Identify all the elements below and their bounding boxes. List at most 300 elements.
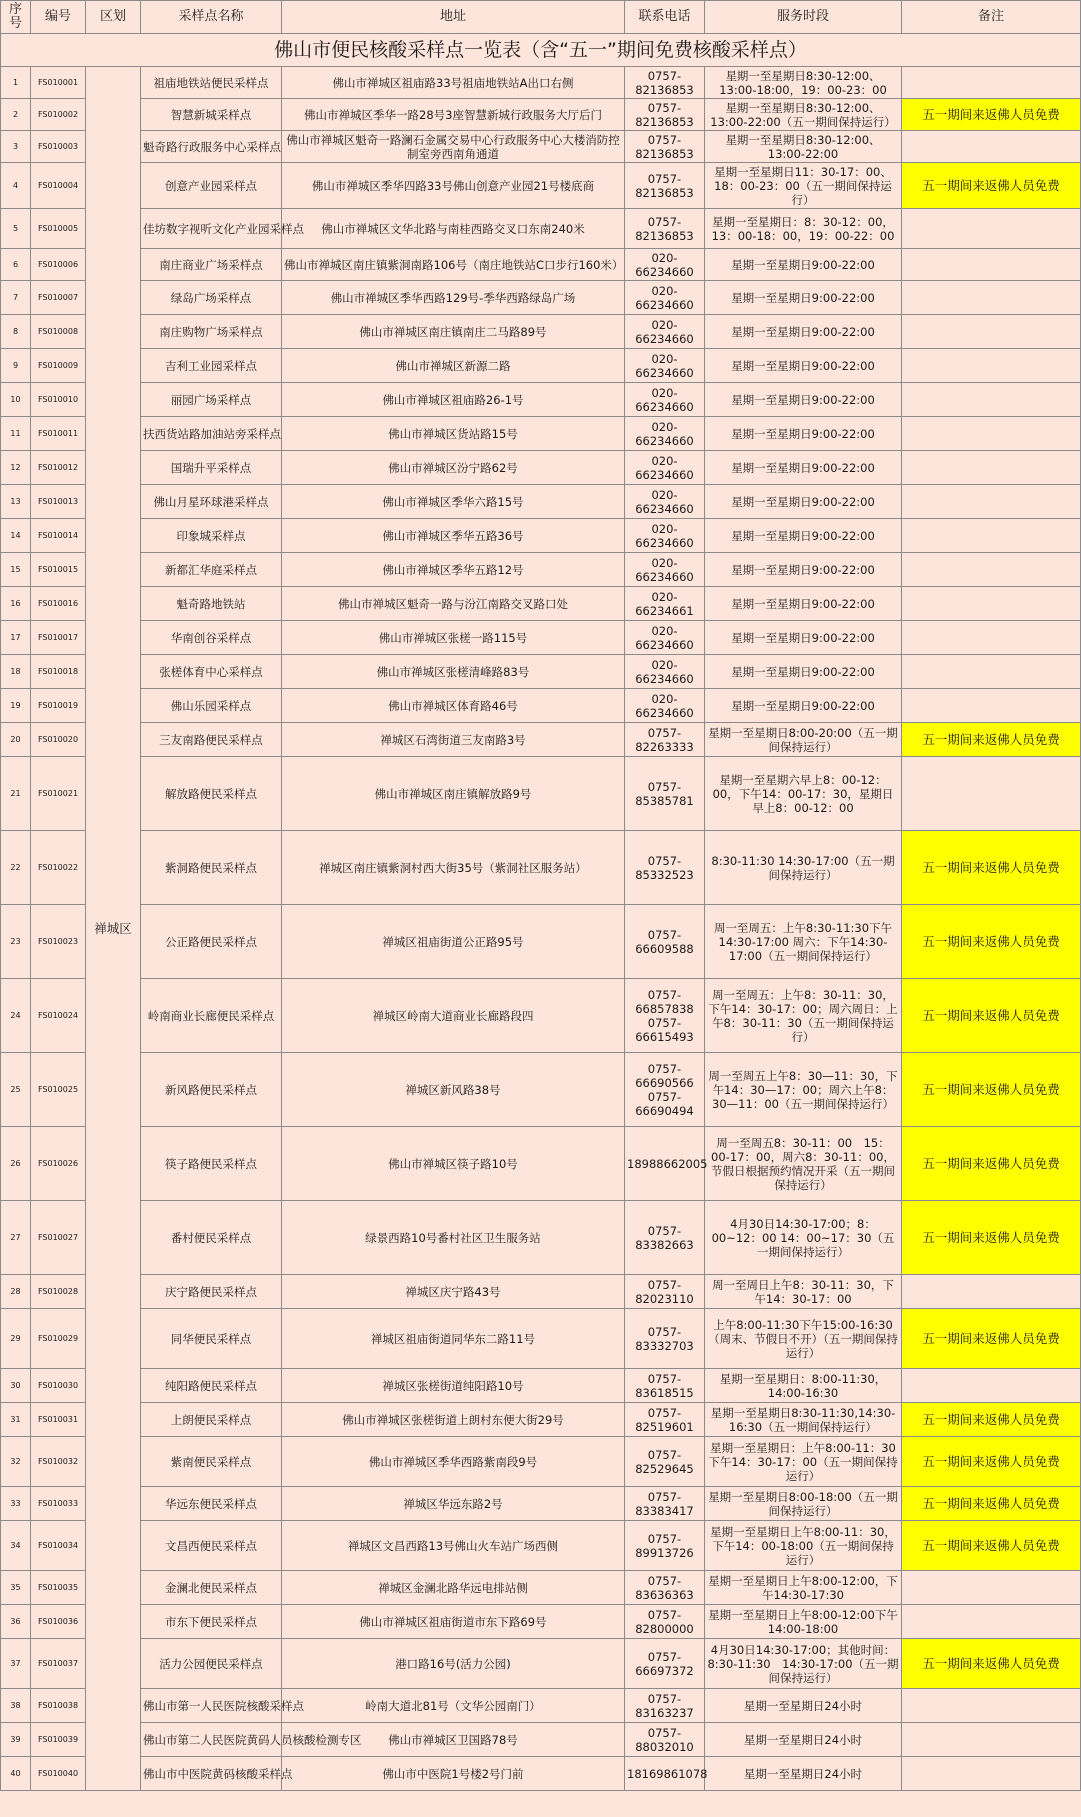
cell-code: FS010011	[31, 417, 86, 451]
table-row	[1, 621, 1081, 655]
cell-hours: 星期一至星期日9:00-22:00	[705, 485, 902, 519]
cell-address: 佛山市禅城区魁奇一路澜石金属交易中心行政服务中心大楼消防控制室旁西南角通道	[282, 131, 625, 163]
cell-seq: 25	[1, 1053, 31, 1127]
cell-seq: 11	[1, 417, 31, 451]
cell-hours: 星期一至星期日上午8:00-11：30，下午14：00-18:00（五一期间保持运行）	[705, 1521, 902, 1571]
cell-phone: 020-66234660	[625, 519, 705, 553]
cell-note	[902, 519, 1081, 553]
cell-address: 禅城区祖庙街道同华东二路11号	[282, 1309, 625, 1369]
table-row	[1, 1639, 1081, 1689]
cell-note: 五一期间来返佛人员免费	[902, 1521, 1081, 1571]
cell-phone: 0757-66857838 0757-66615493	[625, 979, 705, 1053]
table-row	[1, 131, 1081, 163]
header-phone: 联系电话	[625, 1, 705, 34]
cell-hours: 上午8:00-11:30下午15:00-16:30（周末、节假日不开）（五一期间保持运行）	[705, 1309, 902, 1369]
cell-address: 佛山市禅城区张槎一路115号	[282, 621, 625, 655]
cell-site-name: 公正路便民采样点	[141, 905, 282, 979]
table-row	[1, 67, 1081, 99]
table-row	[1, 315, 1081, 349]
cell-site-name: 庆宁路便民采样点	[141, 1275, 282, 1309]
table-row	[1, 905, 1081, 979]
cell-address: 佛山市禅城区筷子路10号	[282, 1127, 625, 1201]
cell-address: 佛山市禅城区季华五路36号	[282, 519, 625, 553]
cell-site-name: 同华便民采样点	[141, 1309, 282, 1369]
table-row	[1, 209, 1081, 249]
cell-phone: 0757-83382663	[625, 1201, 705, 1275]
cell-site-name: 文昌西便民采样点	[141, 1521, 282, 1571]
cell-address: 佛山市禅城区季华六路15号	[282, 485, 625, 519]
cell-seq: 34	[1, 1521, 31, 1571]
cell-note: 五一期间来返佛人员免费	[902, 723, 1081, 757]
cell-note	[902, 1757, 1081, 1791]
table-row	[1, 1437, 1081, 1487]
cell-note	[902, 281, 1081, 315]
cell-seq: 15	[1, 553, 31, 587]
table-row	[1, 383, 1081, 417]
cell-code: FS010010	[31, 383, 86, 417]
cell-address: 岭南大道北81号（文华公园南门）	[282, 1689, 625, 1723]
cell-seq: 19	[1, 689, 31, 723]
cell-code: FS010029	[31, 1309, 86, 1369]
cell-note: 五一期间来返佛人员免费	[902, 163, 1081, 209]
cell-phone: 0757-82136853	[625, 163, 705, 209]
cell-address: 禅城区金澜北路华远电排站侧	[282, 1571, 625, 1605]
cell-hours: 星期一至星期日9:00-22:00	[705, 249, 902, 281]
cell-site-name: 金澜北便民采样点	[141, 1571, 282, 1605]
cell-note: 五一期间来返佛人员免费	[902, 1487, 1081, 1521]
cell-seq: 22	[1, 831, 31, 905]
cell-address: 禅城区祖庙街道公正路95号	[282, 905, 625, 979]
table-row	[1, 757, 1081, 831]
cell-hours: 星期一至星期日9:00-22:00	[705, 621, 902, 655]
header-row	[1, 1, 1081, 34]
cell-hours: 星期一至星期日24小时	[705, 1689, 902, 1723]
cell-hours: 星期一至星期日：8:00-11:30，14:00-16:30	[705, 1369, 902, 1403]
cell-address: 港口路16号(活力公园)	[282, 1639, 625, 1689]
cell-code: FS010035	[31, 1571, 86, 1605]
cell-address: 佛山市禅城区货站路15号	[282, 417, 625, 451]
cell-site-name: 纯阳路便民采样点	[141, 1369, 282, 1403]
cell-phone: 0757-82263333	[625, 723, 705, 757]
cell-seq: 30	[1, 1369, 31, 1403]
cell-address: 佛山市禅城区文华北路与南桂西路交叉口东南240米	[282, 209, 625, 249]
cell-address: 禅城区石湾街道三友南路3号	[282, 723, 625, 757]
cell-phone: 0757-83163237	[625, 1689, 705, 1723]
cell-code: FS010025	[31, 1053, 86, 1127]
cell-seq: 5	[1, 209, 31, 249]
cell-address: 禅城区张槎街道纯阳路10号	[282, 1369, 625, 1403]
cell-site-name: 绿岛广场采样点	[141, 281, 282, 315]
cell-hours: 星期一至星期六早上8：00-12：00，下午14：00-17：30，星期日早上8：00-12：00	[705, 757, 902, 831]
cell-address: 佛山市禅城区张槎清峰路83号	[282, 655, 625, 689]
cell-phone: 0757-82023110	[625, 1275, 705, 1309]
table-row	[1, 1487, 1081, 1521]
cell-code: FS010036	[31, 1605, 86, 1639]
cell-seq: 9	[1, 349, 31, 383]
cell-site-name: 番村便民采样点	[141, 1201, 282, 1275]
cell-note: 五一期间来返佛人员免费	[902, 1053, 1081, 1127]
cell-address: 禅城区文昌西路13号佛山火车站广场西侧	[282, 1521, 625, 1571]
cell-seq: 29	[1, 1309, 31, 1369]
cell-note	[902, 67, 1081, 99]
table-row	[1, 553, 1081, 587]
cell-phone: 020-66234660	[625, 249, 705, 281]
cell-site-name: 筷子路便民采样点	[141, 1127, 282, 1201]
cell-phone: 0757-88032010	[625, 1723, 705, 1757]
cell-note	[902, 349, 1081, 383]
table-row	[1, 1369, 1081, 1403]
cell-code: FS010039	[31, 1723, 86, 1757]
cell-code: FS010026	[31, 1127, 86, 1201]
cell-hours: 星期一至星期日24小时	[705, 1757, 902, 1791]
cell-seq: 16	[1, 587, 31, 621]
cell-note	[902, 417, 1081, 451]
cell-address: 佛山市禅城区祖庙路26-1号	[282, 383, 625, 417]
cell-phone: 020-66234660	[625, 281, 705, 315]
cell-phone: 020-66234660	[625, 553, 705, 587]
cell-hours: 星期一至星期日9:00-22:00	[705, 315, 902, 349]
cell-seq: 40	[1, 1757, 31, 1791]
table-row	[1, 281, 1081, 315]
cell-note	[902, 315, 1081, 349]
cell-site-name: 岭南商业长廊便民采样点	[141, 979, 282, 1053]
cell-note: 五一期间来返佛人员免费	[902, 1403, 1081, 1437]
cell-district: 禅城区	[86, 67, 141, 1791]
cell-note	[902, 621, 1081, 655]
cell-phone: 0757-83618515	[625, 1369, 705, 1403]
cell-code: FS010014	[31, 519, 86, 553]
cell-phone: 020-66234660	[625, 689, 705, 723]
cell-seq: 38	[1, 1689, 31, 1723]
table-row	[1, 1201, 1081, 1275]
cell-phone: 0757-83636363	[625, 1571, 705, 1605]
cell-code: FS010008	[31, 315, 86, 349]
cell-seq: 39	[1, 1723, 31, 1757]
cell-code: FS010016	[31, 587, 86, 621]
table-row	[1, 1403, 1081, 1437]
cell-address: 佛山市禅城区南庄镇南庄二马路89号	[282, 315, 625, 349]
cell-hours: 周一至周日上午8：30-11：30，下午14：30-17：00	[705, 1275, 902, 1309]
cell-code: FS010020	[31, 723, 86, 757]
table-row	[1, 163, 1081, 209]
cell-address: 佛山市禅城区体育路46号	[282, 689, 625, 723]
cell-seq: 6	[1, 249, 31, 281]
cell-phone: 020-66234660	[625, 621, 705, 655]
cell-hours: 星期一至星期日9:00-22:00	[705, 689, 902, 723]
cell-hours: 星期一至星期日9:00-22:00	[705, 417, 902, 451]
table-row	[1, 587, 1081, 621]
cell-address: 佛山市禅城区季华四路33号佛山创意产业园21号楼底商	[282, 163, 625, 209]
cell-phone: 0757-66697372	[625, 1639, 705, 1689]
cell-address: 佛山市禅城区新源二路	[282, 349, 625, 383]
cell-seq: 4	[1, 163, 31, 209]
table-row	[1, 979, 1081, 1053]
cell-site-name: 吉利工业园采样点	[141, 349, 282, 383]
cell-site-name: 佛山市中医院黄码核酸采样点	[141, 1757, 282, 1791]
cell-seq: 18	[1, 655, 31, 689]
cell-address: 佛山市禅城区卫国路78号	[282, 1723, 625, 1757]
cell-code: FS010007	[31, 281, 86, 315]
table-row	[1, 1757, 1081, 1791]
cell-hours: 星期一至星期日11：30-17：00、18：00-23：00（五一期间保持运行）	[705, 163, 902, 209]
cell-seq: 20	[1, 723, 31, 757]
table-row	[1, 519, 1081, 553]
cell-hours: 星期一至星期日：8：30-12：00，13：00-18：00，19：00-22：00	[705, 209, 902, 249]
cell-hours: 4月30日14:30-17:00；其他时间：8:30-11:30 14:30-17:00（五一期间保持运行）	[705, 1639, 902, 1689]
cell-seq: 12	[1, 451, 31, 485]
cell-code: FS010024	[31, 979, 86, 1053]
cell-code: FS010005	[31, 209, 86, 249]
cell-seq: 23	[1, 905, 31, 979]
cell-hours: 周一至周五上午8：30—11：30，下午14：30—17：00；周六上午8：30—11：00（五一期间保持运行）	[705, 1053, 902, 1127]
cell-address: 佛山市禅城区魁奇一路与汾江南路交叉路口处	[282, 587, 625, 621]
cell-phone: 020-66234660	[625, 655, 705, 689]
cell-site-name: 华远东便民采样点	[141, 1487, 282, 1521]
cell-address: 佛山市禅城区季华一路28号3座智慧新城行政服务大厅后门	[282, 99, 625, 131]
cell-note	[902, 131, 1081, 163]
cell-code: FS010023	[31, 905, 86, 979]
cell-seq: 35	[1, 1571, 31, 1605]
table-row	[1, 1053, 1081, 1127]
cell-hours: 星期一至星期日24小时	[705, 1723, 902, 1757]
cell-phone: 0757-82800000	[625, 1605, 705, 1639]
cell-address: 佛山市禅城区南庄镇解放路9号	[282, 757, 625, 831]
cell-seq: 2	[1, 99, 31, 131]
cell-site-name: 扶西货站路加油站旁采样点	[141, 417, 282, 451]
cell-phone: 0757-66609588	[625, 905, 705, 979]
cell-address: 禅城区华远东路2号	[282, 1487, 625, 1521]
cell-code: FS010031	[31, 1403, 86, 1437]
cell-hours: 周一至周五8：30-11：00 15：00-17：00，周六8：30-11：00，节假日根据预约情况开采（五一期间保持运行）	[705, 1127, 902, 1201]
table-row	[1, 1127, 1081, 1201]
cell-site-name: 活力公园便民采样点	[141, 1639, 282, 1689]
cell-hours: 星期一至星期日8:00-20:00（五一期间保持运行）	[705, 723, 902, 757]
cell-hours: 星期一至星期日9:00-22:00	[705, 451, 902, 485]
cell-code: FS010019	[31, 689, 86, 723]
cell-code: FS010030	[31, 1369, 86, 1403]
cell-site-name: 三友南路便民采样点	[141, 723, 282, 757]
cell-code: FS010021	[31, 757, 86, 831]
cell-phone: 020-66234660	[625, 315, 705, 349]
cell-site-name: 南庄商业广场采样点	[141, 249, 282, 281]
cell-address: 禅城区南庄镇紫洞村西大街35号（紫洞社区服务站）	[282, 831, 625, 905]
cell-seq: 31	[1, 1403, 31, 1437]
cell-note	[902, 1369, 1081, 1403]
cell-phone: 0757-83383417	[625, 1487, 705, 1521]
cell-site-name: 紫洞路便民采样点	[141, 831, 282, 905]
cell-code: FS010032	[31, 1437, 86, 1487]
cell-note	[902, 757, 1081, 831]
cell-hours: 星期一至星期日：上午8:00-11：30下午14：30-17：00（五一期间保持运行）	[705, 1437, 902, 1487]
cell-code: FS010040	[31, 1757, 86, 1791]
cell-code: FS010015	[31, 553, 86, 587]
header-code: 编号	[31, 1, 86, 34]
cell-note	[902, 655, 1081, 689]
header-note: 备注	[902, 1, 1081, 34]
cell-site-name: 创意产业园采样点	[141, 163, 282, 209]
cell-note: 五一期间来返佛人员免费	[902, 979, 1081, 1053]
cell-site-name: 国瑞升平采样点	[141, 451, 282, 485]
cell-site-name: 上朗便民采样点	[141, 1403, 282, 1437]
cell-site-name: 魁奇路地铁站	[141, 587, 282, 621]
cell-hours: 星期一至星期日9:00-22:00	[705, 587, 902, 621]
cell-address: 佛山市禅城区季华西路紫南段9号	[282, 1437, 625, 1487]
cell-site-name: 张槎体育中心采样点	[141, 655, 282, 689]
cell-hours: 星期一至星期日8:30-12:00、13:00-22:00	[705, 131, 902, 163]
cell-seq: 21	[1, 757, 31, 831]
cell-phone: 0757-85332523	[625, 831, 705, 905]
cell-phone: 0757-82136853	[625, 99, 705, 131]
cell-hours: 星期一至星期日9:00-22:00	[705, 383, 902, 417]
table-row	[1, 349, 1081, 383]
cell-code: FS010037	[31, 1639, 86, 1689]
cell-hours: 星期一至星期日9:00-22:00	[705, 519, 902, 553]
header-name: 采样点名称	[141, 1, 282, 34]
cell-site-name: 佛山月星环球港采样点	[141, 485, 282, 519]
cell-site-name: 印象城采样点	[141, 519, 282, 553]
cell-site-name: 佛山市第一人民医院核酸采样点	[141, 1689, 282, 1723]
cell-note: 五一期间来返佛人员免费	[902, 1309, 1081, 1369]
cell-phone: 0757-82519601	[625, 1403, 705, 1437]
cell-site-name: 智慧新城采样点	[141, 99, 282, 131]
cell-note: 五一期间来返佛人员免费	[902, 1201, 1081, 1275]
cell-address: 佛山市禅城区祖庙路33号祖庙地铁站A出口右侧	[282, 67, 625, 99]
cell-hours: 星期一至星期日上午8:00-12:00，下午14:30-17:30	[705, 1571, 902, 1605]
cell-phone: 0757-82529645	[625, 1437, 705, 1487]
cell-phone: 020-66234660	[625, 451, 705, 485]
cell-address: 佛山市中医院1号楼2号门前	[282, 1757, 625, 1791]
table-row	[1, 1689, 1081, 1723]
cell-seq: 17	[1, 621, 31, 655]
cell-code: FS010012	[31, 451, 86, 485]
cell-seq: 32	[1, 1437, 31, 1487]
cell-note	[902, 485, 1081, 519]
cell-hours: 星期一至星期日9:00-22:00	[705, 281, 902, 315]
table-row	[1, 723, 1081, 757]
table-row	[1, 1605, 1081, 1639]
cell-address: 绿景西路10号番村社区卫生服务站	[282, 1201, 625, 1275]
cell-seq: 27	[1, 1201, 31, 1275]
cell-hours: 星期一至星期日9:00-22:00	[705, 349, 902, 383]
cell-hours: 星期一至星期日9:00-22:00	[705, 553, 902, 587]
cell-seq: 1	[1, 67, 31, 99]
table-row	[1, 689, 1081, 723]
cell-code: FS010006	[31, 249, 86, 281]
cell-address: 佛山市禅城区季华五路12号	[282, 553, 625, 587]
cell-note: 五一期间来返佛人员免费	[902, 1127, 1081, 1201]
cell-note	[902, 689, 1081, 723]
cell-note	[902, 587, 1081, 621]
cell-site-name: 新都汇华庭采样点	[141, 553, 282, 587]
table-row	[1, 99, 1081, 131]
cell-address: 佛山市禅城区南庄镇紫洞南路106号（南庄地铁站C口步行160米）	[282, 249, 625, 281]
table-title: 佛山市便民核酸采样点一览表（含“五一”期间免费核酸采样点）	[1, 34, 1081, 67]
cell-code: FS010028	[31, 1275, 86, 1309]
cell-code: FS010009	[31, 349, 86, 383]
table-row	[1, 451, 1081, 485]
cell-note	[902, 553, 1081, 587]
header-district: 区划	[86, 1, 141, 34]
cell-code: FS010022	[31, 831, 86, 905]
cell-phone: 18988662005	[625, 1127, 705, 1201]
cell-code: FS010003	[31, 131, 86, 163]
cell-phone: 0757-85385781	[625, 757, 705, 831]
cell-phone: 020-66234660	[625, 383, 705, 417]
cell-note: 五一期间来返佛人员免费	[902, 1437, 1081, 1487]
cell-code: FS010018	[31, 655, 86, 689]
table-row	[1, 1723, 1081, 1757]
cell-phone: 0757-83332703	[625, 1309, 705, 1369]
cell-phone: 0757-89913726	[625, 1521, 705, 1571]
cell-site-name: 佛山市第二人民医院黄码人员核酸检测专区	[141, 1723, 282, 1757]
cell-hours: 星期一至星期日8:30-11:30,14:30-16:30（五一期间保持运行）	[705, 1403, 902, 1437]
cell-phone: 020-66234660	[625, 349, 705, 383]
table-row	[1, 1521, 1081, 1571]
cell-seq: 7	[1, 281, 31, 315]
table-row	[1, 1571, 1081, 1605]
cell-code: FS010004	[31, 163, 86, 209]
cell-seq: 33	[1, 1487, 31, 1521]
cell-site-name: 南庄购物广场采样点	[141, 315, 282, 349]
cell-hours: 星期一至星期日9:00-22:00	[705, 655, 902, 689]
cell-seq: 26	[1, 1127, 31, 1201]
cell-hours: 星期一至星期日8:30-12:00、13:00-18:00，19：00-23：00	[705, 67, 902, 99]
cell-site-name: 魁奇路行政服务中心采样点	[141, 131, 282, 163]
cell-note	[902, 1689, 1081, 1723]
cell-address: 佛山市禅城区汾宁路62号	[282, 451, 625, 485]
table-row	[1, 831, 1081, 905]
table-row	[1, 485, 1081, 519]
cell-seq: 13	[1, 485, 31, 519]
header-hours: 服务时段	[705, 1, 902, 34]
cell-seq: 8	[1, 315, 31, 349]
cell-address: 禅城区岭南大道商业长廊路段四	[282, 979, 625, 1053]
cell-seq: 28	[1, 1275, 31, 1309]
cell-seq: 24	[1, 979, 31, 1053]
cell-hours: 8:30-11:30 14:30-17:00（五一期间保持运行）	[705, 831, 902, 905]
cell-hours: 星期一至星期日8:30-12:00、13:00-22:00（五一期间保持运行）	[705, 99, 902, 131]
cell-code: FS010013	[31, 485, 86, 519]
cell-phone: 0757-66690566 0757-66690494	[625, 1053, 705, 1127]
cell-note: 五一期间来返佛人员免费	[902, 831, 1081, 905]
cell-note	[902, 249, 1081, 281]
cell-hours: 周一至周五：上午8：30-11：30，下午14：30-17：00；周六周日：上午8：30-11：30（五一期间保持运行）	[705, 979, 902, 1053]
cell-site-name: 新风路便民采样点	[141, 1053, 282, 1127]
cell-note	[902, 1723, 1081, 1757]
cell-site-name: 市东下便民采样点	[141, 1605, 282, 1639]
cell-phone: 0757-82136853	[625, 67, 705, 99]
cell-address: 禅城区庆宁路43号	[282, 1275, 625, 1309]
header-seq: 序号	[1, 1, 31, 34]
cell-phone: 0757-82136853	[625, 209, 705, 249]
cell-phone: 020-66234660	[625, 485, 705, 519]
cell-note	[902, 209, 1081, 249]
cell-note	[902, 451, 1081, 485]
cell-seq: 37	[1, 1639, 31, 1689]
cell-note: 五一期间来返佛人员免费	[902, 99, 1081, 131]
cell-note: 五一期间来返佛人员免费	[902, 1639, 1081, 1689]
cell-phone: 0757-82136853	[625, 131, 705, 163]
cell-phone: 020-66234660	[625, 417, 705, 451]
cell-phone: 18169861078	[625, 1757, 705, 1791]
cell-note	[902, 1605, 1081, 1639]
cell-site-name: 紫南便民采样点	[141, 1437, 282, 1487]
cell-note: 五一期间来返佛人员免费	[902, 905, 1081, 979]
cell-hours: 星期一至星期日8:00-18:00（五一期间保持运行）	[705, 1487, 902, 1521]
cell-site-name: 华南创谷采样点	[141, 621, 282, 655]
cell-code: FS010001	[31, 67, 86, 99]
table-row	[1, 1275, 1081, 1309]
